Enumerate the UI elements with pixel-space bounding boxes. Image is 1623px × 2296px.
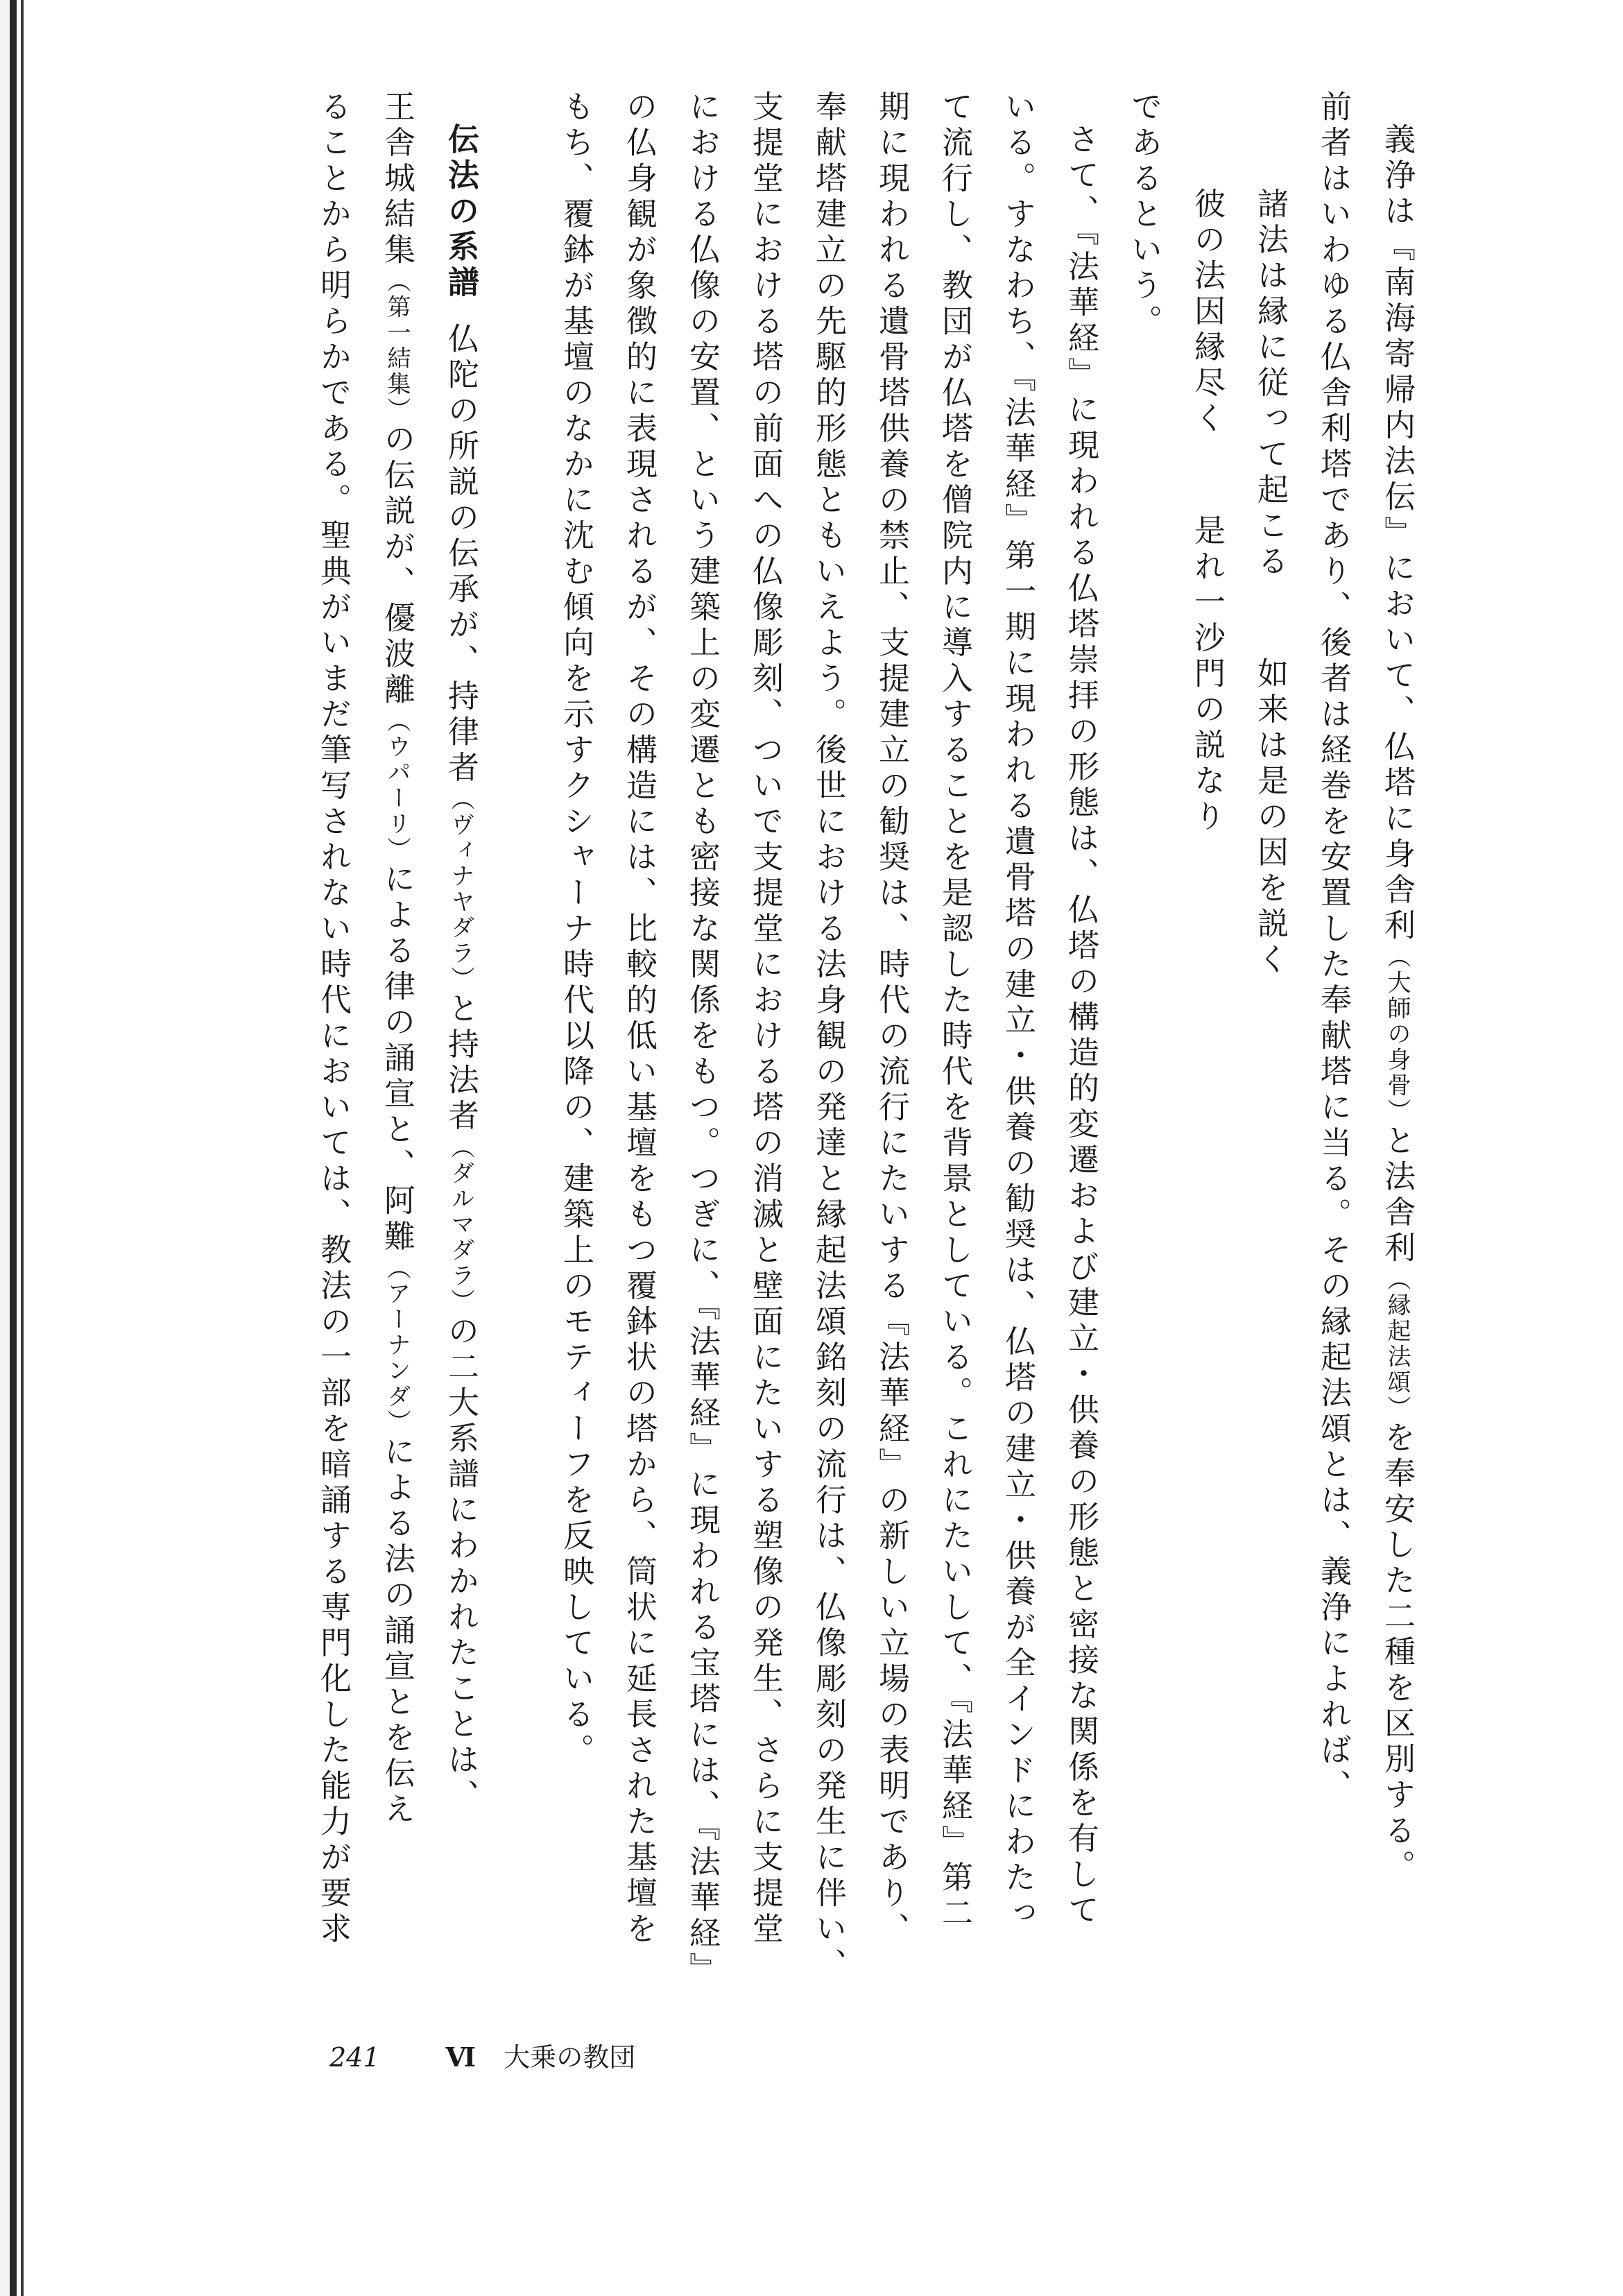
text-line: ることから明らかである。聖典がいまだ筆写されない時代においては、教法の一部を暗誦する専門化した能力が要求 [315, 90, 352, 1948]
binding-edge [0, 0, 33, 2296]
text-line: 奉献塔建立の先駆的形態ともいえよう。後世における法身観の発達と縁起法頌銘刻の流行は、仏像彫刻の発生に伴い、 [810, 90, 847, 1984]
text-line: もち、覆鉢が基壇のなかに沈む傾向を示すクシャーナ時代以降の、建築上のモティーフを反映している。 [558, 90, 594, 1770]
page-footer [329, 2036, 635, 2074]
section-gap [492, 90, 544, 1963]
text-line: いる。すなわち、『法華経』第一期に現われる遺骨塔の建立・供養の勧奨は、仏塔の建立・供養が全インドにわたっ [999, 90, 1036, 1933]
section-first-line: 伝法の系譜仏陀の所説の伝承が、持律者（ヴィナヤダラ）と持法者（ダルマダラ）の二大系譜にわかれたことは、 [443, 123, 479, 1815]
text-line: であるという。 [1126, 90, 1162, 341]
section-heading: 伝法の系譜 [443, 123, 479, 302]
text-line: 支提堂における塔の前面への仏像彫刻、ついで支提堂における塔の消滅と壁面にたいする塑像の発生、さらに支提堂 [747, 90, 784, 1948]
chapter-number: Ⅵ [445, 2041, 476, 2073]
text-line: さて、『法華経』に現われる仏塔崇拝の形態は、仏塔の構造的変遷および建立・供養の形態と密接な関係を有して [1063, 123, 1099, 1929]
running-title: 大乗の教団 [504, 2042, 636, 2073]
text-line: における仏像の安置、という建築上の変遷とも密接な関係をもつ。つぎに、『法華経』に現われる宝塔には、『法華経』 [684, 90, 721, 1988]
vertical-text-body [264, 90, 1429, 1988]
text-line: 義浄は『南海寄帰内法伝』において、仏塔に身舎利（大師の身骨）と法舎利（縁起法頌）を奉安した二種を区別する。 [1379, 123, 1416, 1885]
verse-line: 諸法は縁に従って起こる如来は是の因を説く [1252, 187, 1289, 978]
text-line: 前者はいわゆる仏舎利塔であり、後者は経巻を安置した奉献塔に当る。その縁起法頌とは、義浄によれば、 [1315, 90, 1352, 1805]
text-line: の仏身観が象徴的に表現されるが、その構造には、比較的低い基壇をもつ覆鉢状の塔から、筒状に延長された基壇を [621, 90, 658, 1948]
text-line: 期に現われる遺骨塔供養の禁止、支提建立の勧奨は、時代の流行にたいする『法華経』の新しい立場の表明であり、 [873, 90, 910, 1948]
page-number: 241 [329, 2042, 380, 2073]
text-line: て流行し、教団が仏塔を僧院内に導入することを是認した時代を背景としている。これにたいして、『法華経』第二 [936, 90, 973, 1933]
text-line: 王舎城結集（第一結集）の伝説が、優波離（ウパーリ）による律の誦宣と、阿難（アーナンダ）による法の誦宣とを伝え [379, 90, 415, 1828]
verse-line: 彼の法因縁尽く是れ一沙門の説なり [1189, 187, 1226, 835]
